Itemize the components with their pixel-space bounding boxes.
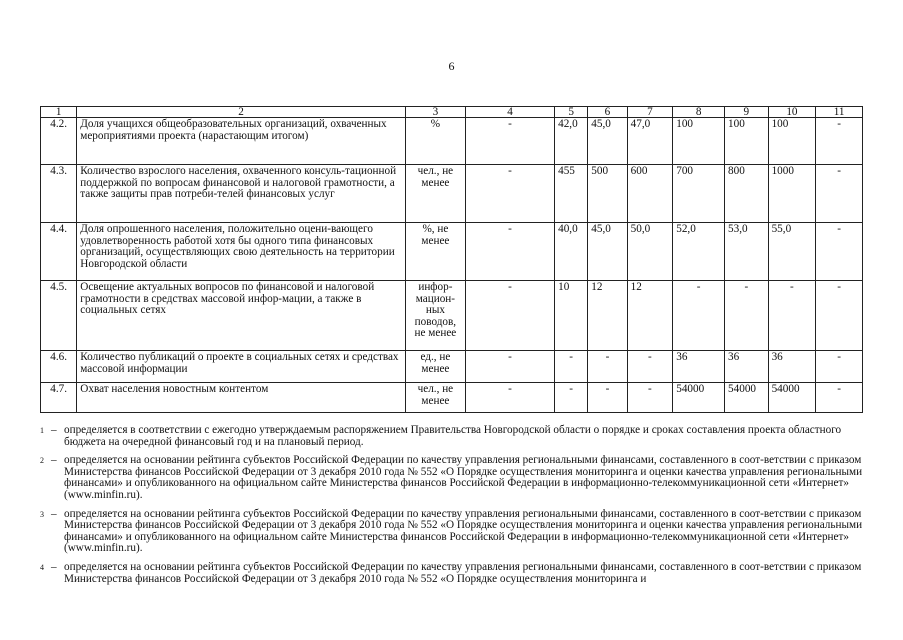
page-number: 6 xyxy=(448,59,455,73)
header-cell: 11 xyxy=(816,107,863,118)
value-cell: 50,0 xyxy=(627,223,673,281)
indicator-name: Освещение актуальных вопросов по финансовой и налоговой грамотности в средствах массовой инфор-мации, а также в социальных сетях xyxy=(77,281,406,351)
footnote-text: определяется на основании рейтинга субъектов Российской Федерации по качеству управления региональными финансами, составленного в соот-ветствии с приказом Министерства финансов Российской Федерации от 3 декабря 2010 года № 552 «О Порядке осуществления мониторинга и оценки качества управления региональными финансами» и опубликованного на официальном сайте Министерства финансов Российской Федерации в информационно-телекоммуникационной сети «Интернет» (www.minfin.ru). xyxy=(64,507,863,555)
header-cell: 2 xyxy=(77,107,406,118)
footnote-mark: 3 xyxy=(40,509,44,519)
value-cell: - xyxy=(816,223,863,281)
header-cell: 10 xyxy=(768,107,816,118)
footnotes xyxy=(40,425,863,592)
unit-cell: чел., не менее xyxy=(405,165,465,223)
value-cell: 52,0 xyxy=(673,223,725,281)
value-cell: 36 xyxy=(768,351,816,383)
value-cell: 100 xyxy=(768,118,816,165)
indicator-name: Охват населения новостным контентом xyxy=(77,383,406,413)
header-cell: 6 xyxy=(588,107,627,118)
header-cell: 9 xyxy=(725,107,769,118)
footnote-dash: – xyxy=(51,424,57,436)
footnote-mark: 2 xyxy=(40,456,44,466)
value-cell: 55,0 xyxy=(768,223,816,281)
footnote xyxy=(40,509,863,555)
value-cell: - xyxy=(816,281,863,351)
indicators-table xyxy=(40,106,863,413)
value-cell: 500 xyxy=(588,165,627,223)
value-cell: 54000 xyxy=(673,383,725,413)
unit-cell: чел., не менее xyxy=(405,383,465,413)
row-number: 4.3. xyxy=(41,165,77,223)
value-cell: - xyxy=(588,383,627,413)
value-cell: 45,0 xyxy=(588,223,627,281)
unit-cell: % xyxy=(405,118,465,165)
value-cell: 700 xyxy=(673,165,725,223)
value-cell: 12 xyxy=(588,281,627,351)
footnote-dash: – xyxy=(51,507,57,520)
row-number: 4.5. xyxy=(41,281,77,351)
value-cell: - xyxy=(465,281,554,351)
header-cell: 8 xyxy=(673,107,725,118)
footnote-mark: 4 xyxy=(40,562,44,572)
footnote-mark: 1 xyxy=(40,426,44,435)
value-cell: 600 xyxy=(627,165,673,223)
value-cell: 40,0 xyxy=(555,223,588,281)
value-cell: 47,0 xyxy=(627,118,673,165)
table-row xyxy=(41,165,863,223)
footnote-text: определяется в соответствии с ежегодно утверждаемым распоряжением Правительства Новгородской области о порядке и сроках составления проекта областного бюджета на очередной финансовый год и на плановый период. xyxy=(64,424,842,448)
unit-cell: %, не менее xyxy=(405,223,465,281)
unit-cell: инфор-мацион-ных поводов, не менее xyxy=(405,281,465,351)
indicator-name: Доля учащихся общеобразовательных организаций, охваченных мероприятиями проекта (нарастающим итогом) xyxy=(77,118,406,165)
value-cell: - xyxy=(465,165,554,223)
footnote xyxy=(40,562,863,585)
indicator-name: Доля опрошенного населения, положительно оцени-вающего удовлетворенность работой хотя бы одного типа финансовых организаций, осуществляющих свою деятельность на территории Новгородской области xyxy=(77,223,406,281)
value-cell: - xyxy=(816,383,863,413)
header-cell: 4 xyxy=(465,107,554,118)
value-cell: - xyxy=(816,165,863,223)
header-cell: 1 xyxy=(41,107,77,118)
value-cell: - xyxy=(465,351,554,383)
value-cell: 36 xyxy=(673,351,725,383)
value-cell: - xyxy=(555,383,588,413)
value-cell: 455 xyxy=(555,165,588,223)
footnote-dash: – xyxy=(51,560,57,573)
value-cell: - xyxy=(465,383,554,413)
value-cell: - xyxy=(816,118,863,165)
header-cell: 5 xyxy=(555,107,588,118)
value-cell: - xyxy=(673,281,725,351)
unit-cell: ед., не менее xyxy=(405,351,465,383)
value-cell: 800 xyxy=(725,165,769,223)
value-cell: - xyxy=(627,351,673,383)
footnote xyxy=(40,455,863,501)
table-header-row xyxy=(41,107,863,118)
table-row xyxy=(41,223,863,281)
indicator-name: Количество взрослого населения, охваченного консуль-тационной поддержкой по вопросам финансовой и налоговой грамотности, а также защиты прав потреби-телей финансовых услуг xyxy=(77,165,406,223)
value-cell: 42,0 xyxy=(555,118,588,165)
value-cell: 45,0 xyxy=(588,118,627,165)
value-cell: 54000 xyxy=(725,383,769,413)
row-number: 4.7. xyxy=(41,383,77,413)
footnote-text: определяется на основании рейтинга субъектов Российской Федерации по качеству управления региональными финансами, составленного в соот-ветствии с приказом Министерства финансов Российской Федерации от 3 декабря 2010 года № 552 «О Порядке осуществления мониторинга и xyxy=(64,560,862,585)
value-cell: - xyxy=(725,281,769,351)
row-number: 4.2. xyxy=(41,118,77,165)
table-row xyxy=(41,118,863,165)
row-number: 4.6. xyxy=(41,351,77,383)
value-cell: 1000 xyxy=(768,165,816,223)
table-row xyxy=(41,383,863,413)
value-cell: 54000 xyxy=(768,383,816,413)
indicator-name: Количество публикаций о проекте в социальных сетях и средствах массовой информации xyxy=(77,351,406,383)
value-cell: 100 xyxy=(725,118,769,165)
row-number: 4.4. xyxy=(41,223,77,281)
value-cell: - xyxy=(816,351,863,383)
value-cell: 10 xyxy=(555,281,588,351)
header-cell: 7 xyxy=(627,107,673,118)
value-cell: - xyxy=(768,281,816,351)
footnote-dash: – xyxy=(51,454,57,467)
table-row xyxy=(41,281,863,351)
footnote xyxy=(40,425,863,448)
table-row xyxy=(41,351,863,383)
value-cell: - xyxy=(627,383,673,413)
footnote-text: определяется на основании рейтинга субъектов Российской Федерации по качеству управления региональными финансами, составленного в соот-ветствии с приказом Министерства финансов Российской Федерации от 3 декабря 2010 года № 552 «О Порядке осуществления мониторинга и оценки качества управления региональными финансами» и опубликованного на официальном сайте Министерства финансов Российской Федерации в информационно-телекоммуникационной сети «Интернет» (www.minfin.ru). xyxy=(64,454,863,501)
value-cell: 36 xyxy=(725,351,769,383)
value-cell: 100 xyxy=(673,118,725,165)
value-cell: - xyxy=(555,351,588,383)
header-cell: 3 xyxy=(405,107,465,118)
value-cell: 53,0 xyxy=(725,223,769,281)
value-cell: - xyxy=(465,118,554,165)
value-cell: - xyxy=(588,351,627,383)
value-cell: - xyxy=(465,223,554,281)
value-cell: 12 xyxy=(627,281,673,351)
